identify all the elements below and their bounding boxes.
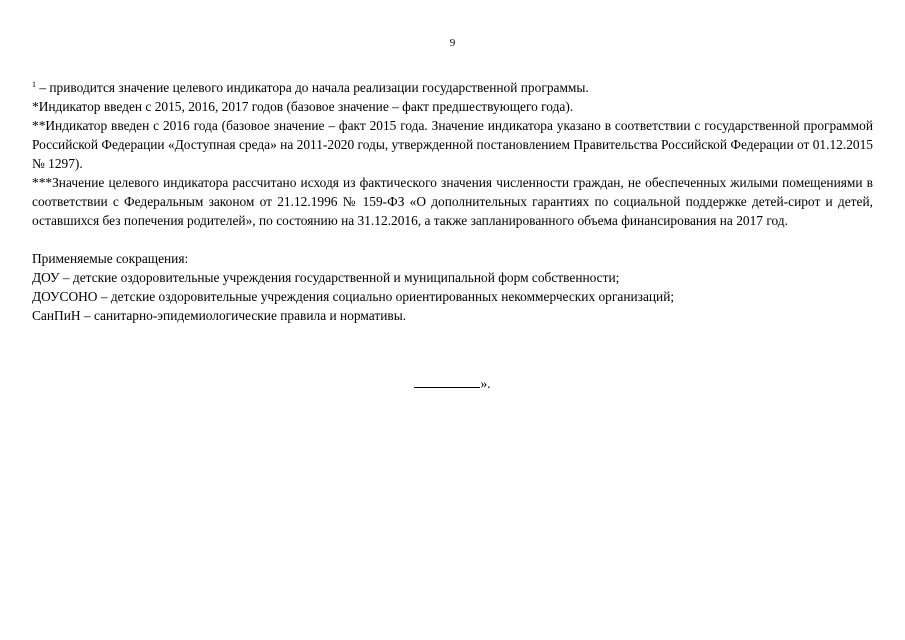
closing-mark bbox=[0, 373, 905, 393]
closing-suffix: ». bbox=[480, 376, 491, 391]
footnote-double-star: **Индикатор введен с 2016 года (базовое значение – факт 2015 года. Значение индикатора указано в соответствии с государственной программой Российской Федерации «Доступная среда» на 2011-2020 годы, утвержденной постановлением Правительства Российской Федерации от 01.12.2015 № 1297). bbox=[32, 118, 873, 171]
abbreviations-heading: Применяемые сокращения: bbox=[32, 251, 189, 266]
footnote-1-mark: 1 bbox=[32, 80, 36, 89]
footnote-1 bbox=[32, 78, 873, 97]
paragraph-spacer bbox=[32, 230, 873, 249]
footnote-1-text: – приводится значение целевого индикатора до начала реализации государственной программы. bbox=[36, 80, 589, 95]
abbreviation-item: СанПиН – санитарно-эпидемиологические правила и нормативы. bbox=[32, 308, 407, 323]
abbreviation-item: ДОУСОНО – детские оздоровительные учреждения социально ориентированных некоммерческих организаций; bbox=[32, 289, 675, 304]
footnote-triple-star: ***Значение целевого индикатора рассчитано исходя из фактического значения численности граждан, не обеспеченных жилыми помещениями в соответствии с Федеральным законом от 21.12.1996 № 159-ФЗ «О дополнительных гарантиях по социальной поддержке детей-сирот и детей, оставшихся без попечения родителей», по состоянию на 31.12.2016, а также запланированного объема финансирования на 2017 год. bbox=[32, 175, 873, 228]
footnote-star: *Индикатор введен с 2015, 2016, 2017 годов (базовое значение – факт предшествующего года). bbox=[32, 99, 574, 114]
abbreviation-item: ДОУ – детские оздоровительные учреждения государственной и муниципальной форм собственности; bbox=[32, 270, 620, 285]
closing-underline bbox=[414, 373, 480, 388]
document-body bbox=[32, 78, 873, 325]
page-number: 9 bbox=[449, 37, 456, 49]
